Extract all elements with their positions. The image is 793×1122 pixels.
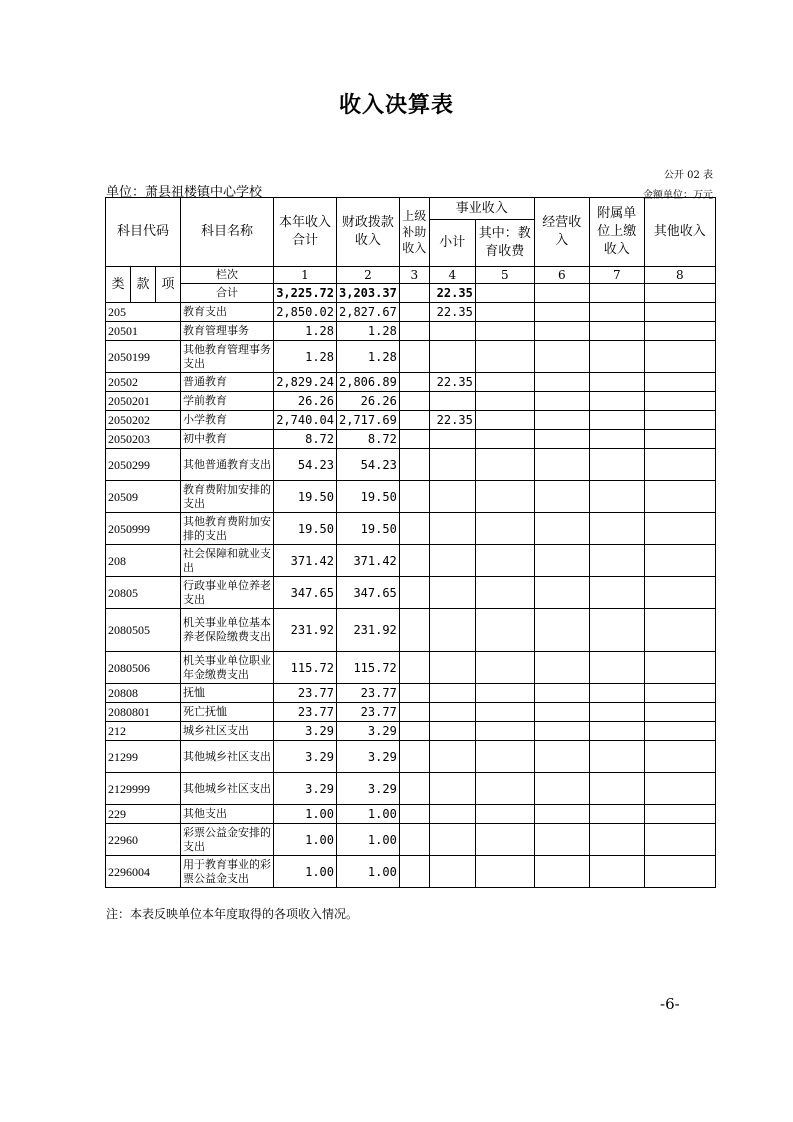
row-total: 3.29 xyxy=(274,741,337,773)
row-subtotal xyxy=(429,513,475,545)
row-operating xyxy=(534,392,589,411)
row-code: 2080505 xyxy=(106,609,181,652)
row-name: 用于教育事业的彩票公益金支出 xyxy=(181,856,274,888)
row-edu-fee xyxy=(475,856,534,888)
row-affiliated xyxy=(589,703,644,722)
table-row xyxy=(106,449,716,481)
row-upper xyxy=(399,545,429,577)
row-subtotal xyxy=(429,741,475,773)
row-subtotal xyxy=(429,545,475,577)
row-operating xyxy=(534,513,589,545)
row-name: 教育费附加安排的支出 xyxy=(181,481,274,513)
row-affiliated xyxy=(589,392,644,411)
row-affiliated xyxy=(589,773,644,805)
row-fiscal: 3.29 xyxy=(337,773,400,805)
row-name: 其他教育管理事务支出 xyxy=(181,341,274,373)
row-upper xyxy=(399,513,429,545)
row-subtotal xyxy=(429,392,475,411)
row-edu-fee xyxy=(475,773,534,805)
row-name: 教育管理事务 xyxy=(181,322,274,341)
row-name: 学前教育 xyxy=(181,392,274,411)
row-total: 1.00 xyxy=(274,824,337,856)
row-fiscal: 1.00 xyxy=(337,824,400,856)
row-name: 机关事业单位基本养老保险缴费支出 xyxy=(181,609,274,652)
row-other xyxy=(644,722,715,741)
row-operating xyxy=(534,322,589,341)
row-operating xyxy=(534,741,589,773)
row-edu-fee xyxy=(475,513,534,545)
row-edu-fee xyxy=(475,703,534,722)
row-edu-fee xyxy=(475,577,534,609)
row-name: 其他城乡社区支出 xyxy=(181,741,274,773)
row-operating xyxy=(534,411,589,430)
row-subtotal xyxy=(429,722,475,741)
row-fiscal: 231.92 xyxy=(337,609,400,652)
row-other xyxy=(644,430,715,449)
row-other xyxy=(644,577,715,609)
total-label: 合计 xyxy=(181,284,274,303)
row-affiliated xyxy=(589,805,644,824)
row-other xyxy=(644,703,715,722)
row-affiliated xyxy=(589,481,644,513)
income-table xyxy=(105,197,716,888)
form-number: 公开 02 表 xyxy=(663,170,713,181)
row-fiscal: 2,806.89 xyxy=(337,373,400,392)
row-total: 19.50 xyxy=(274,481,337,513)
money-unit: 金额单位：万元 xyxy=(643,190,713,201)
row-affiliated xyxy=(589,577,644,609)
row-fiscal: 3.29 xyxy=(337,741,400,773)
page-title: 收入决算表 xyxy=(338,93,454,118)
row-affiliated xyxy=(589,373,644,392)
row-upper xyxy=(399,392,429,411)
row-operating xyxy=(534,430,589,449)
row-operating xyxy=(534,703,589,722)
row-name: 小学教育 xyxy=(181,411,274,430)
table-row xyxy=(106,392,716,411)
row-code: 208 xyxy=(106,545,181,577)
row-total: 2,829.24 xyxy=(274,373,337,392)
table-row xyxy=(106,652,716,684)
header-affiliated: 附属单位上缴收入 xyxy=(589,198,644,267)
total-amount: 3,225.72 xyxy=(274,284,337,303)
row-edu-fee xyxy=(475,545,534,577)
row-subtotal xyxy=(429,703,475,722)
header-business: 事业收入 xyxy=(429,198,534,220)
row-subtotal xyxy=(429,773,475,805)
row-affiliated xyxy=(589,609,644,652)
row-total: 1.00 xyxy=(274,805,337,824)
row-edu-fee xyxy=(475,341,534,373)
row-operating xyxy=(534,773,589,805)
row-edu-fee xyxy=(475,449,534,481)
row-affiliated xyxy=(589,684,644,703)
row-name: 初中教育 xyxy=(181,430,274,449)
header-xiang: 项 xyxy=(156,267,181,303)
row-subtotal xyxy=(429,449,475,481)
row-code: 20501 xyxy=(106,322,181,341)
row-upper xyxy=(399,824,429,856)
row-operating xyxy=(534,577,589,609)
table-row xyxy=(106,322,716,341)
row-total: 1.28 xyxy=(274,322,337,341)
row-operating xyxy=(534,303,589,322)
row-other xyxy=(644,856,715,888)
table-row xyxy=(106,373,716,392)
row-affiliated xyxy=(589,411,644,430)
row-edu-fee xyxy=(475,805,534,824)
row-other xyxy=(644,322,715,341)
row-other xyxy=(644,545,715,577)
row-name: 死亡抚恤 xyxy=(181,703,274,722)
header-lei: 类 xyxy=(106,267,131,303)
row-affiliated xyxy=(589,513,644,545)
row-code: 21299 xyxy=(106,741,181,773)
row-total: 2,850.02 xyxy=(274,303,337,322)
row-fiscal: 1.28 xyxy=(337,341,400,373)
row-upper xyxy=(399,684,429,703)
header-kuan: 款 xyxy=(131,267,156,303)
row-code: 212 xyxy=(106,722,181,741)
row-subtotal xyxy=(429,577,475,609)
row-other xyxy=(644,824,715,856)
row-edu-fee xyxy=(475,722,534,741)
row-code: 22960 xyxy=(106,824,181,856)
row-upper xyxy=(399,449,429,481)
row-code: 229 xyxy=(106,805,181,824)
row-other xyxy=(644,773,715,805)
row-upper xyxy=(399,411,429,430)
row-operating xyxy=(534,652,589,684)
row-operating xyxy=(534,449,589,481)
row-affiliated xyxy=(589,741,644,773)
row-affiliated xyxy=(589,824,644,856)
row-other xyxy=(644,513,715,545)
header-upper: 上级补助收入 xyxy=(399,198,429,267)
table-row xyxy=(106,773,716,805)
row-edu-fee xyxy=(475,741,534,773)
row-fiscal: 1.00 xyxy=(337,805,400,824)
row-other xyxy=(644,303,715,322)
table-row xyxy=(106,856,716,888)
table-row xyxy=(106,609,716,652)
row-fiscal: 54.23 xyxy=(337,449,400,481)
row-affiliated xyxy=(589,545,644,577)
row-code: 2129999 xyxy=(106,773,181,805)
row-upper xyxy=(399,373,429,392)
row-affiliated xyxy=(589,303,644,322)
row-fiscal: 1.00 xyxy=(337,856,400,888)
row-other xyxy=(644,341,715,373)
reporting-unit: 单位：萧县祖楼镇中心学校 xyxy=(106,185,263,200)
row-total: 3.29 xyxy=(274,722,337,741)
row-fiscal: 19.50 xyxy=(337,513,400,545)
row-subtotal xyxy=(429,805,475,824)
row-fiscal: 23.77 xyxy=(337,703,400,722)
row-edu-fee xyxy=(475,373,534,392)
row-upper xyxy=(399,703,429,722)
col-num: 1 xyxy=(274,267,337,284)
row-code: 2050203 xyxy=(106,430,181,449)
row-subtotal xyxy=(429,430,475,449)
col-num: 6 xyxy=(534,267,589,284)
row-total: 19.50 xyxy=(274,513,337,545)
row-edu-fee xyxy=(475,481,534,513)
row-name: 行政事业单位养老支出 xyxy=(181,577,274,609)
row-edu-fee xyxy=(475,430,534,449)
row-affiliated xyxy=(589,449,644,481)
table-row xyxy=(106,545,716,577)
table-row xyxy=(106,741,716,773)
row-name: 社会保障和就业支出 xyxy=(181,545,274,577)
row-total: 54.23 xyxy=(274,449,337,481)
row-other xyxy=(644,449,715,481)
row-code: 2050999 xyxy=(106,513,181,545)
row-subtotal: 22.35 xyxy=(429,303,475,322)
row-upper xyxy=(399,430,429,449)
row-fiscal: 23.77 xyxy=(337,684,400,703)
row-edu-fee xyxy=(475,824,534,856)
row-upper xyxy=(399,773,429,805)
row-name: 其他普通教育支出 xyxy=(181,449,274,481)
table-row xyxy=(106,684,716,703)
row-upper xyxy=(399,303,429,322)
header-name: 科目名称 xyxy=(181,198,274,267)
table-row xyxy=(106,805,716,824)
table-row xyxy=(106,481,716,513)
row-affiliated xyxy=(589,722,644,741)
row-code: 20808 xyxy=(106,684,181,703)
row-code: 2050202 xyxy=(106,411,181,430)
row-code: 2080801 xyxy=(106,703,181,722)
row-total: 26.26 xyxy=(274,392,337,411)
row-upper xyxy=(399,652,429,684)
row-fiscal: 2,827.67 xyxy=(337,303,400,322)
row-edu-fee xyxy=(475,652,534,684)
row-upper xyxy=(399,577,429,609)
table-row xyxy=(106,824,716,856)
col-num: 5 xyxy=(475,267,534,284)
table-row xyxy=(106,411,716,430)
row-other xyxy=(644,741,715,773)
row-code: 20502 xyxy=(106,373,181,392)
col-num: 3 xyxy=(399,267,429,284)
total-fiscal: 3,203.37 xyxy=(337,284,400,303)
row-other xyxy=(644,684,715,703)
header-edu-fee: 其中：教育收费 xyxy=(475,220,534,267)
row-name: 教育支出 xyxy=(181,303,274,322)
row-operating xyxy=(534,722,589,741)
row-name: 抚恤 xyxy=(181,684,274,703)
row-subtotal xyxy=(429,481,475,513)
header-fiscal: 财政拨款收入 xyxy=(337,198,400,267)
row-operating xyxy=(534,805,589,824)
total-subtotal: 22.35 xyxy=(429,284,475,303)
row-subtotal xyxy=(429,609,475,652)
row-code: 2050201 xyxy=(106,392,181,411)
row-upper xyxy=(399,481,429,513)
header-total: 本年收入合计 xyxy=(274,198,337,267)
row-other xyxy=(644,373,715,392)
row-edu-fee xyxy=(475,322,534,341)
row-subtotal xyxy=(429,652,475,684)
row-affiliated xyxy=(589,322,644,341)
row-subtotal xyxy=(429,824,475,856)
row-name: 其他城乡社区支出 xyxy=(181,773,274,805)
row-total: 3.29 xyxy=(274,773,337,805)
row-other xyxy=(644,805,715,824)
col-num: 8 xyxy=(644,267,715,284)
row-total: 1.00 xyxy=(274,856,337,888)
row-fiscal: 347.65 xyxy=(337,577,400,609)
row-code: 2080506 xyxy=(106,652,181,684)
row-total: 347.65 xyxy=(274,577,337,609)
table-note: 注：本表反映单位本年度取得的各项收入情况。 xyxy=(106,907,359,921)
row-total: 2,740.04 xyxy=(274,411,337,430)
row-upper xyxy=(399,609,429,652)
row-operating xyxy=(534,481,589,513)
row-operating xyxy=(534,684,589,703)
row-other xyxy=(644,411,715,430)
row-edu-fee xyxy=(475,684,534,703)
row-affiliated xyxy=(589,341,644,373)
row-fiscal: 26.26 xyxy=(337,392,400,411)
row-upper xyxy=(399,856,429,888)
row-operating xyxy=(534,341,589,373)
col-num: 2 xyxy=(337,267,400,284)
row-edu-fee xyxy=(475,411,534,430)
page-number: -6- xyxy=(660,995,680,1013)
row-fiscal: 115.72 xyxy=(337,652,400,684)
row-code: 2296004 xyxy=(106,856,181,888)
row-subtotal xyxy=(429,856,475,888)
row-name: 普通教育 xyxy=(181,373,274,392)
row-operating xyxy=(534,545,589,577)
table-row xyxy=(106,513,716,545)
row-subtotal xyxy=(429,341,475,373)
row-name: 彩票公益金安排的支出 xyxy=(181,824,274,856)
row-code: 20509 xyxy=(106,481,181,513)
row-upper xyxy=(399,341,429,373)
header-other: 其他收入 xyxy=(644,198,715,267)
row-total: 23.77 xyxy=(274,684,337,703)
row-operating xyxy=(534,373,589,392)
row-code: 20805 xyxy=(106,577,181,609)
row-name: 其他支出 xyxy=(181,805,274,824)
row-name: 城乡社区支出 xyxy=(181,722,274,741)
table-row xyxy=(106,703,716,722)
row-name: 机关事业单位职业年金缴费支出 xyxy=(181,652,274,684)
row-total: 23.77 xyxy=(274,703,337,722)
col-num: 7 xyxy=(589,267,644,284)
row-other xyxy=(644,481,715,513)
row-operating xyxy=(534,856,589,888)
row-upper xyxy=(399,741,429,773)
header-operating: 经营收入 xyxy=(534,198,589,267)
row-name: 其他教育费附加安排的支出 xyxy=(181,513,274,545)
row-subtotal: 22.35 xyxy=(429,411,475,430)
row-other xyxy=(644,392,715,411)
table-row xyxy=(106,303,716,322)
row-fiscal: 3.29 xyxy=(337,722,400,741)
table-row xyxy=(106,430,716,449)
header-lanci: 栏次 xyxy=(181,267,274,284)
table-row xyxy=(106,722,716,741)
row-fiscal: 19.50 xyxy=(337,481,400,513)
table-row xyxy=(106,341,716,373)
row-total: 115.72 xyxy=(274,652,337,684)
row-other xyxy=(644,609,715,652)
col-num: 4 xyxy=(429,267,475,284)
row-fiscal: 371.42 xyxy=(337,545,400,577)
row-fiscal: 2,717.69 xyxy=(337,411,400,430)
row-subtotal xyxy=(429,322,475,341)
row-code: 2050199 xyxy=(106,341,181,373)
row-code: 2050299 xyxy=(106,449,181,481)
row-edu-fee xyxy=(475,303,534,322)
row-affiliated xyxy=(589,430,644,449)
row-upper xyxy=(399,805,429,824)
row-affiliated xyxy=(589,856,644,888)
row-upper xyxy=(399,322,429,341)
total-row xyxy=(106,284,716,303)
row-edu-fee xyxy=(475,609,534,652)
row-total: 8.72 xyxy=(274,430,337,449)
row-fiscal: 8.72 xyxy=(337,430,400,449)
row-subtotal: 22.35 xyxy=(429,373,475,392)
row-total: 371.42 xyxy=(274,545,337,577)
row-total: 231.92 xyxy=(274,609,337,652)
row-total: 1.28 xyxy=(274,341,337,373)
row-upper xyxy=(399,722,429,741)
header-code: 科目代码 xyxy=(106,198,181,267)
row-code: 205 xyxy=(106,303,181,322)
header-subtotal: 小计 xyxy=(429,220,475,267)
row-operating xyxy=(534,609,589,652)
row-operating xyxy=(534,824,589,856)
row-affiliated xyxy=(589,652,644,684)
row-fiscal: 1.28 xyxy=(337,322,400,341)
row-edu-fee xyxy=(475,392,534,411)
table-row xyxy=(106,577,716,609)
row-other xyxy=(644,652,715,684)
row-subtotal xyxy=(429,684,475,703)
